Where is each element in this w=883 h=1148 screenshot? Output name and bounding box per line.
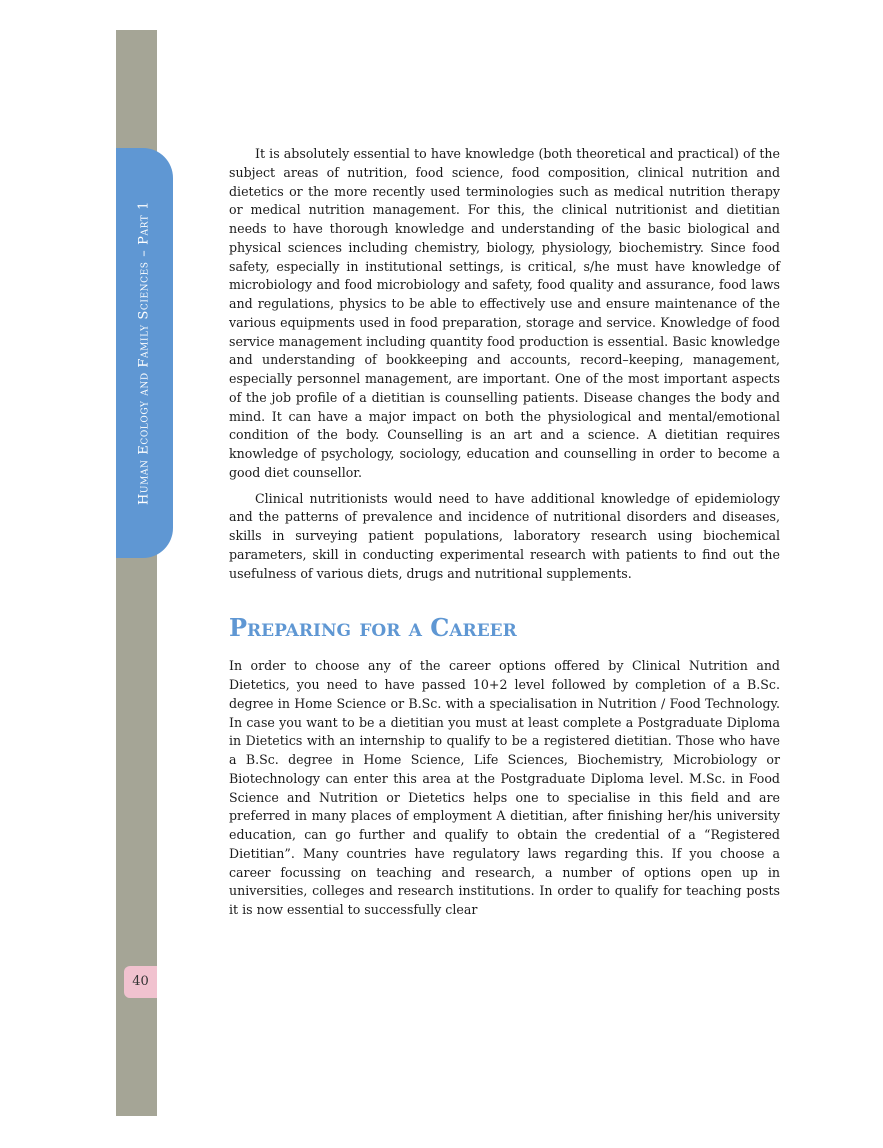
section-heading: Preparing for a Career (229, 613, 517, 643)
paragraph-knowledge: It is absolutely essential to have knowledge (both theoretical and practical) of the subject areas of nutrition, food science, food composition, clinical nutrition and dietetics or the more recently used terminologies such as medical nutrition therapy or medical nutrition management. For this, the clinical nutritionist and dietitian needs to have thorough knowledge and understanding of the basic biological and physical sciences including chemistry, biology, physiology, biochemistry. Since food safety, especially in institutional settings, is critical, s/he must have knowledge of microbiology and food microbiology and safety, food quality and assurance, food laws and regulations, physics to be able to effectively use and ensure maintenance of the various equipments used in food preparation, storage and service. Knowledge of food service management including quantity food production is essential. Basic knowledge and understanding of bookkeeping and accounts, record–keeping, management, especially personnel management, are important. One of the most important aspects of the job profile of a dietitian is counselling patients. Disease changes the body and mind. It can have a major impact on both the physiological and mental/emotional condition of the body. Counselling is an art and a science. A dietitian requires knowledge of psychology, sociology, education and counselling in order to become a good diet counsellor. (229, 146, 780, 480)
page-number: 40 (132, 974, 149, 989)
running-title: Human Ecology and Family Sciences – Part 1 (136, 201, 152, 505)
paragraph-clinical-nutritionists: Clinical nutritionists would need to have additional knowledge of epidemiology and the patterns of prevalence and incidence of nutritional disorders and diseases, skills in surveying patient populations, laboratory research using biochemical parameters, skill in conducting experimental research with patients to find out the usefulness of various diets, drugs and nutritional supplements. (229, 490, 780, 581)
page-body (229, 145, 780, 920)
paragraph-career: In order to choose any of the career options offered by Clinical Nutrition and Dietetics, you need to have passed 10+2 level followed by completion of a B.Sc. degree in Home Science or B.Sc. with a specialisation in Nutrition / Food Technology. In case you want to be a dietitian you must at least complete a Postgraduate Diploma in Dietetics with an internship to qualify to be a registered dietitian. Those who have a B.Sc. degree in Home Science, Life Sciences, Biochemistry, Microbiology or Biotechnology can enter this area at the Postgraduate Diploma level. M.Sc. in Food Science and Nutrition or Dietetics helps one to specialise in this field and are preferred in many places of employment A dietitian, after finishing her/his university education, can go further and qualify to obtain the credential of a “Registered Dietitian”. Many countries have regulatory laws regarding this. If you choose a career focussing on teaching and research, a number of options open up in universities, colleges and research institutions. In order to qualify for teaching posts it is now essential to successfully clear (229, 658, 780, 917)
